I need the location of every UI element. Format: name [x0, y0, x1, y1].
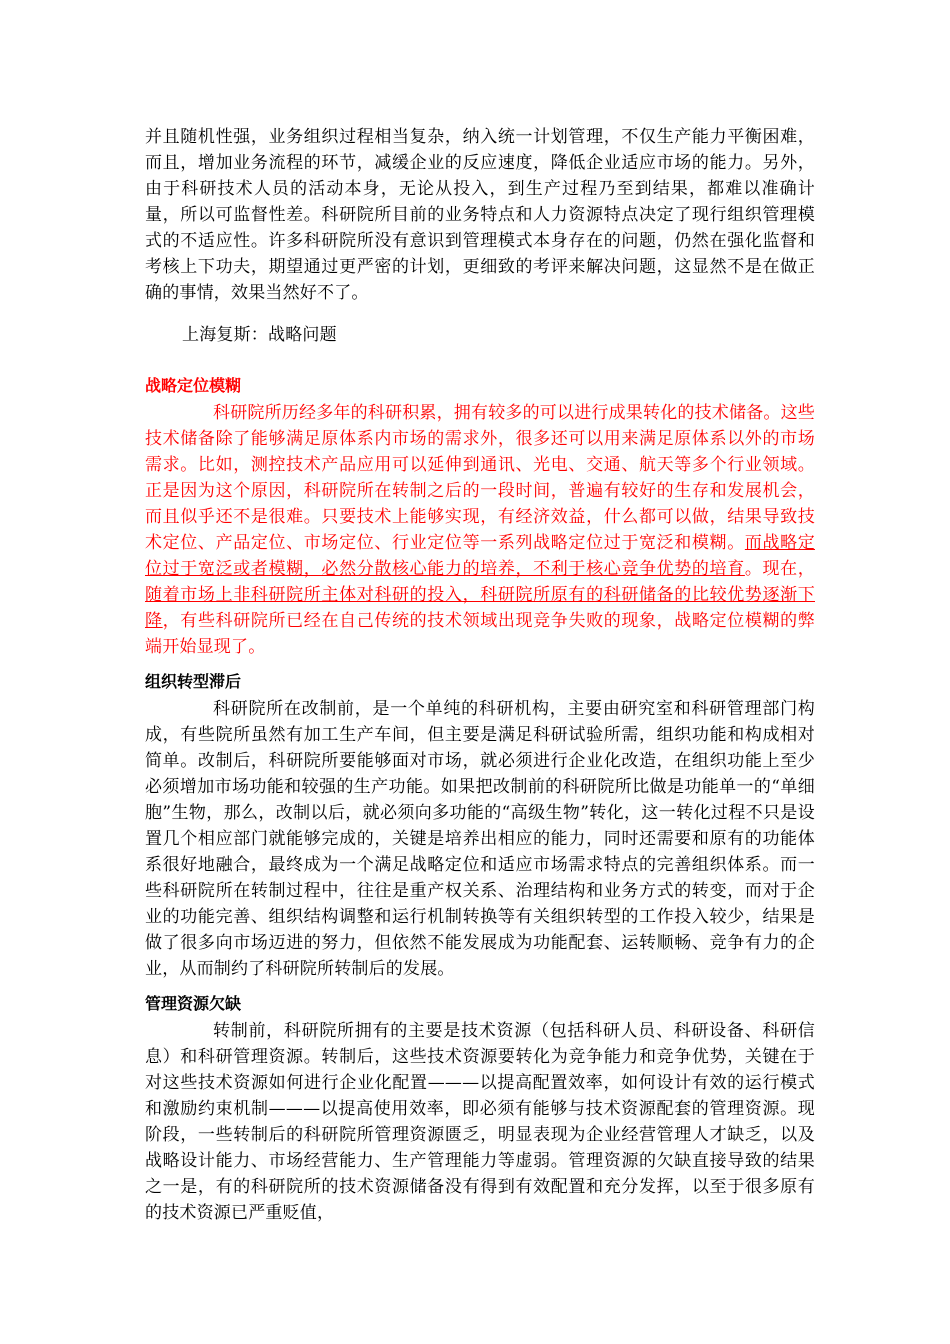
section-heading-management: 管理资源欠缺	[145, 994, 242, 1013]
section-paragraph-organization: 科研院所在改制前，是一个单纯的科研机构，主要由研究室和科研管理部门构成，有些院所虽然有加工生产车间，但主要是满足科研试验所需，组织功能和构成相对简单。改制后，科研院所要能够面对市场，就必须进行企业化改造，在组织功能上至少必须增加市场功能和较强的生产功能。如果把改制前的科研院所比做是功能单一的“单细胞”生物，那么，改制以后，就必须向多功能的“高级生物”转化，这一转化过程不只是设置几个相应部门就能够完成的，关键是培养出相应的能力，同时还需要和原有的功能体系很好地融合，最终成为一个满足战略定位和适应市场需求特点的完善组织体系。而一些科研院所在转制过程中，往往是重产权关系、治理结构和业务方式的转变，而对于企业的功能完善、组织结构调整和运行机制转换等有关组织转型的工作投入较少，结果是做了很多向市场迈进的努力，但依然不能发展成为功能配套、运转顺畅、竞争有力的企业，从而制约了科研院所转制后的发展。	[145, 699, 815, 979]
subtitle: 上海复斯：战略问题	[182, 325, 337, 345]
intro-paragraph: 并且随机性强，业务组织过程相当复杂，纳入统一计划管理，不仅生产能力平衡困难，而且，增加业务流程的环节，减缓企业的反应速度，降低企业适应市场的能力。另外，由于科研技术人员的活动本身，无论从投入，到生产过程乃至到结果，都难以准确计量，所以可监督性差。科研院所目前的业务特点和人力资源特点决定了现行组织管理模式的不适应性。许多科研院所没有意识到管理模式本身存在的问题，仍然在强化监督和考核上下功夫，期望通过更严密的计划，更细致的考评来解决问题，这显然不是在做正确的事情，效果当然好不了。	[145, 127, 815, 303]
strategy-text-underlined-1: 而战略定位过于宽泛或者模糊，必然分散核心能力的培养，不利于核心竞争优势的培育	[145, 533, 815, 579]
section-heading-organization: 组织转型滞后	[145, 672, 242, 691]
strategy-text-c: 。现在，	[744, 559, 815, 579]
document-body	[145, 124, 815, 1226]
section-paragraph-strategy	[145, 400, 815, 660]
section-heading-strategy: 战略定位模糊	[145, 376, 242, 395]
section-paragraph-management: 转制前，科研院所拥有的主要是技术资源（包括科研人员、科研设备、科研信息）和科研管理资源。转制后，这些技术资源要转化为竞争能力和竞争优势，关键在于对这些技术资源如何进行企业化配置———以提高配置效率，如何设计有效的运行模式和激励约束机制———以提高使用效率，即必须有能够与技术资源配套的管理资源。现阶段，一些转制后的科研院所管理资源匮乏，明显表现为企业经营管理人才缺乏，以及战略设计能力、市场经营能力、生产管理能力等虚弱。管理资源的欠缺直接导致的结果之一是，有的科研院所的技术资源储备没有得到有效配置和充分发挥，以至于很多原有的技术资源已严重贬值，	[145, 1021, 815, 1223]
strategy-text-e: ，有些科研院所已经在自己传统的技术领域出现竞争失败的现象，战略定位模糊的弊端开始显现了。	[145, 611, 816, 657]
strategy-text-a: 科研院所历经多年的科研积累，拥有较多的可以进行成果转化的技术储备。这些技术储备除了能够满足原体系内市场的需求外，很多还可以用来满足原体系以外的市场需求。比如，测控技术产品应用可以延伸到通讯、光电、交通、航天等多个行业领域。正是因为这个原因，科研院所在转制之后的一段时间，普遍有较好的生存和发展机会，而且似乎还不是很难。只要技术上能够实现，有经济效益，什么都可以做，结果导致技术定位、产品定位、市场定位、行业定位等一系列战略定位过于宽泛和模糊。	[145, 403, 815, 553]
strategy-text-underlined-2: 随着市场上非科研院所主体对科研的投入，科研院所原有的科研储备的比较优势逐渐下降	[145, 585, 815, 631]
